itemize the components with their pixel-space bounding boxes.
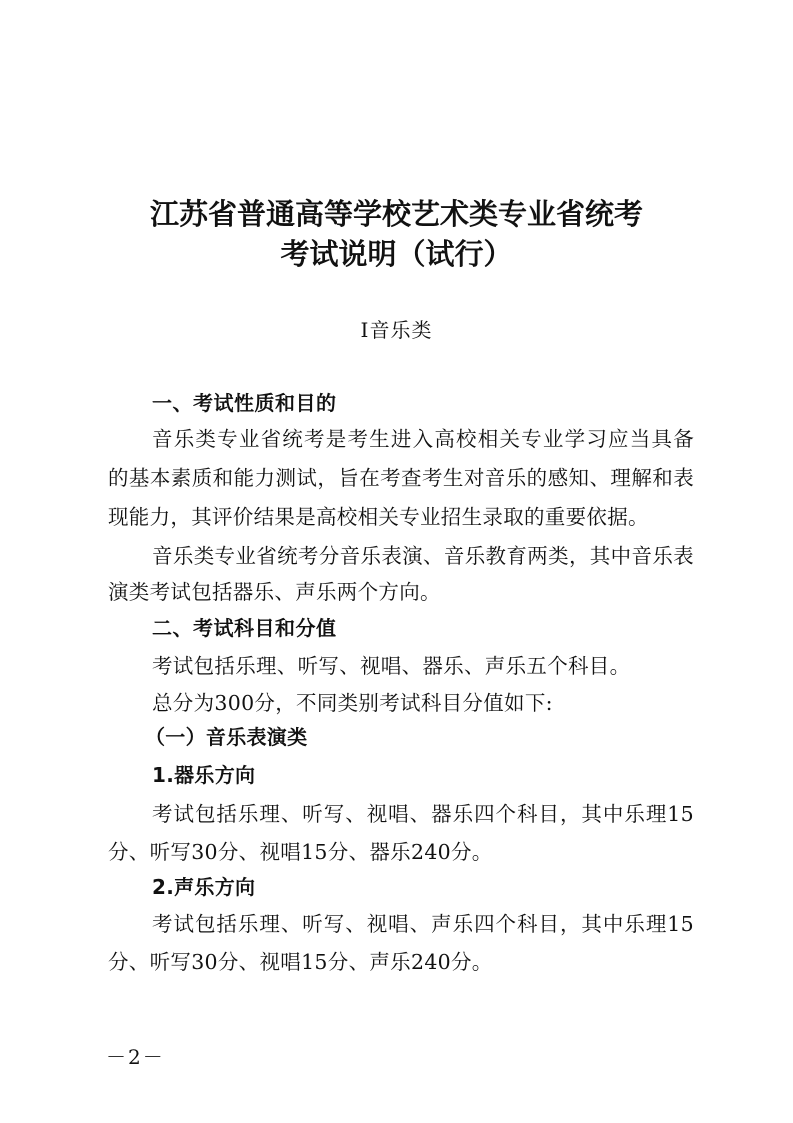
paragraph-line: 音乐类专业省统考是考生进入高校相关专业学习应当具备 [152,427,694,451]
paragraph-line: 总分为300分，不同类别考试科目分值如下: [152,691,553,715]
item-heading-vocal: 2.声乐方向 [152,875,256,899]
paragraph-line: 现能力，其评价结果是高校相关专业招生录取的重要依据。 [108,505,649,529]
paragraph-line: 考试包括乐理、听写、视唱、器乐、声乐五个科目。 [152,654,631,678]
document-subtitle: 考试说明（试行） [280,237,513,271]
paragraph-line: 分、听写30分、视唱15分、器乐240分。 [108,840,493,864]
category-heading: Ⅰ音乐类 [360,318,433,342]
section-heading-2: 二、考试科目和分值 [152,616,337,640]
page-number: －2－ [106,1045,165,1069]
paragraph-line: 考试包括乐理、听写、视唱、声乐四个科目，其中乐理15 [152,912,694,936]
item-heading-instrumental: 1.器乐方向 [152,763,256,787]
paragraph-line: 考试包括乐理、听写、视唱、器乐四个科目，其中乐理15 [152,802,694,826]
paragraph-line: 音乐类专业省统考分音乐表演、音乐教育两类，其中音乐表 [152,544,694,568]
document-title: 江苏省普通高等学校艺术类专业省统考 [149,197,643,231]
paragraph-line: 演类考试包括器乐、声乐两个方向。 [108,580,441,604]
paragraph-line: 分、听写30分、视唱15分、声乐240分。 [108,950,493,974]
section-heading-1: 一、考试性质和目的 [152,391,337,415]
subsection-heading: （一）音乐表演类 [145,725,308,749]
paragraph-line: 的基本素质和能力测试，旨在考查考生对音乐的感知、理解和表 [108,466,694,490]
